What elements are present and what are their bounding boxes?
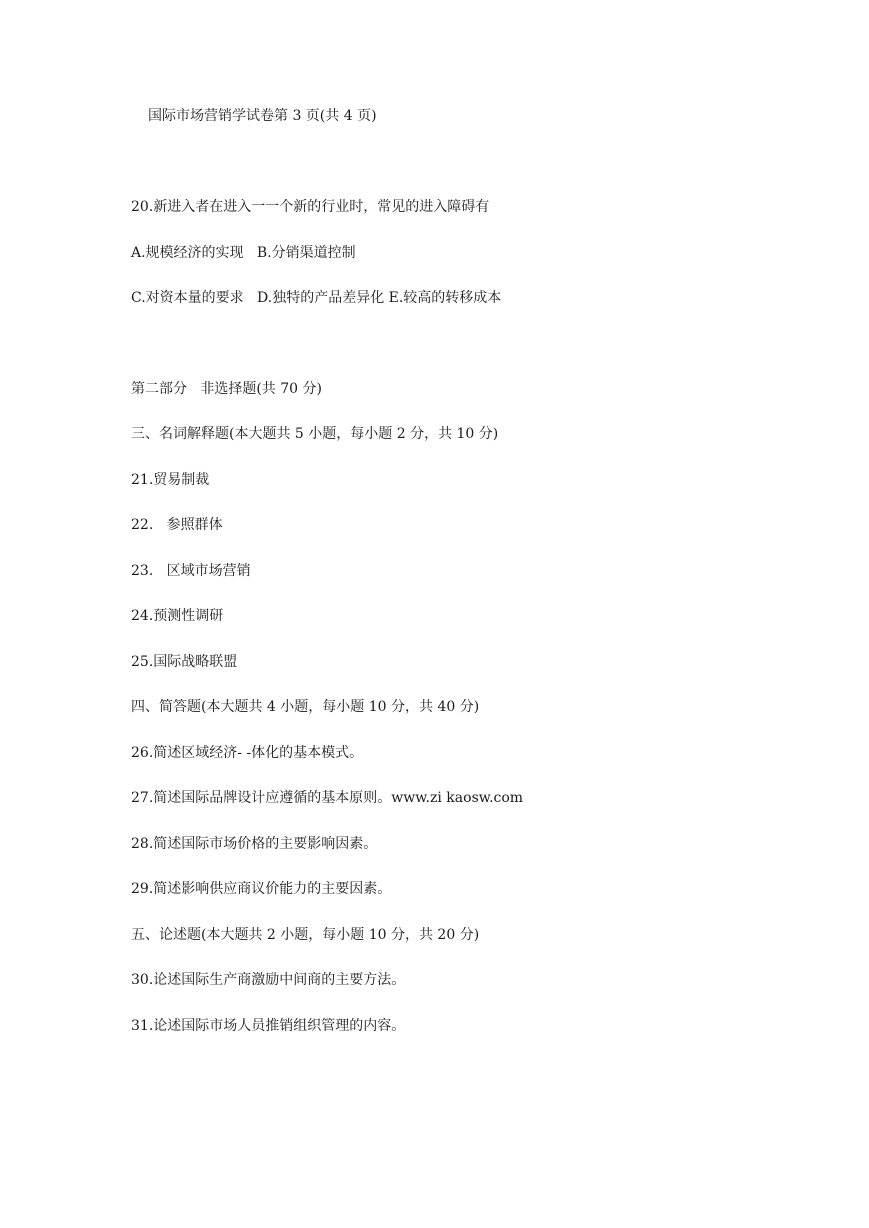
question-22: 22. 参照群体 bbox=[131, 517, 223, 533]
question-20-stem: 20.新进入者在进入一一个新的行业时，常见的进入障碍有 bbox=[131, 199, 490, 215]
question-26: 26.简述区域经济- -体化的基本模式。 bbox=[131, 745, 364, 761]
question-23: 23. 区域市场营销 bbox=[131, 563, 251, 579]
part-two-title: 第二部分 非选择题(共 70 分) bbox=[131, 381, 322, 397]
section-four-heading: 四、简答题(本大题共 4 小题，每小题 10 分，共 40 分) bbox=[131, 699, 480, 715]
question-28: 28.简述国际市场价格的主要影响因素。 bbox=[131, 836, 378, 852]
question-20-options-ab: A.规模经济的实现 B.分销渠道控制 bbox=[131, 245, 356, 261]
question-24: 24.预测性调研 bbox=[131, 608, 224, 624]
question-30: 30.论述国际生产商激励中间商的主要方法。 bbox=[131, 972, 406, 988]
question-25: 25.国际战略联盟 bbox=[131, 654, 238, 670]
section-three-heading: 三、名词解释题(本大题共 5 小题，每小题 2 分，共 10 分) bbox=[131, 426, 499, 442]
question-20-options-cde: C.对资本量的要求 D.独特的产品差异化 E.较高的转移成本 bbox=[131, 290, 502, 306]
question-27: 27.简述国际品牌设计应遵循的基本原则。www.zi kaosw.com bbox=[131, 790, 524, 806]
question-21: 21.贸易制裁 bbox=[131, 472, 210, 488]
section-five-heading: 五、论述题(本大题共 2 小题，每小题 10 分，共 20 分) bbox=[131, 927, 480, 943]
question-31: 31.论述国际市场人员推销组织管理的内容。 bbox=[131, 1018, 406, 1034]
question-29: 29.简述影响供应商议价能力的主要因素。 bbox=[131, 881, 392, 897]
page-header: 国际市场营销学试卷第 3 页(共 4 页) bbox=[148, 108, 377, 124]
